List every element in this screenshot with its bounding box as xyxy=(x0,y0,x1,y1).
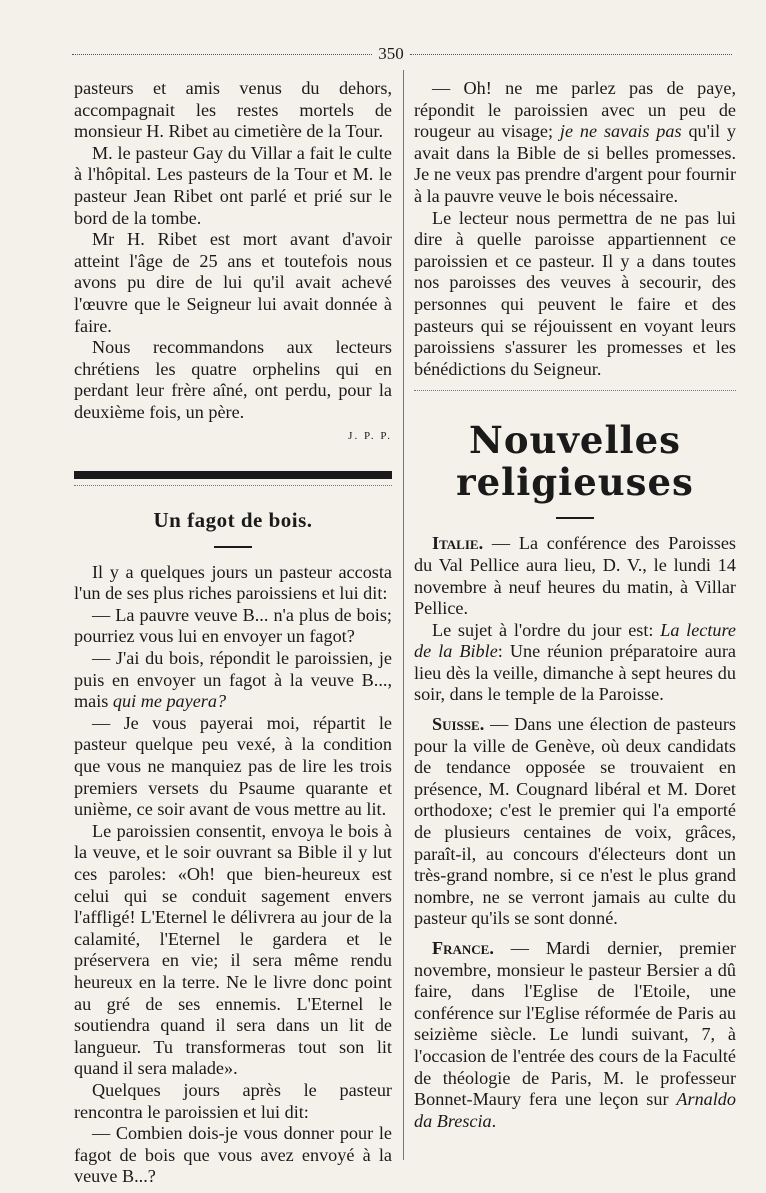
news-item-suisse xyxy=(414,714,736,930)
section-title: Nouvelles religieuses xyxy=(456,418,694,505)
text: — Mardi dernier, premier novembre, monsieur le pasteur Bersier a dû faire, dans l'Eglise de l'Etoile, une conférence sur l'Eglise réformée de Paris au seizième siècle. Le lundi suivant, 7, à l'occasion de l'entrée des cours de la Faculté de théologie de Paris, M. le professeur Bonnet-Maury fera une leçon sur xyxy=(414,938,736,1110)
news-item-italie xyxy=(414,533,736,619)
paragraph: — Je vous payerai moi, répartit le pasteur quelque peu vexé, à la condition que vous ne manquiez pas de lire les trois premiers versets du Psaume quarante et unième, ce soir avant de vous mettre au lit. xyxy=(74,712,392,820)
title-dash xyxy=(214,546,252,548)
section-dotted-rule xyxy=(74,485,392,486)
news-country: France. xyxy=(432,938,494,958)
text: — La conférence des Paroisses du Val Pellice aura lieu, D. V., le lundi 14 novembre à neuf heures du matin, à Villar Pellice. xyxy=(414,533,736,619)
paragraph: Le paroissien consentit, envoya le bois à la veuve, et le soir ouvrant sa Bible il y lut ces paroles: «Oh! que bien-heureux est celui qui se conduit sagement envers l'affligé! L'Eternel le délivrera au jour de la calamité, l'Eternel le gardera et le préservera en vie; il sera même rendu heureux en la terre. Ne le livre donc point au gré de ses ennemis. L'Eternel le soutiendra quand il sera dans un lit de langueur. Tu transformeras tout son lit quand il sera malade». xyxy=(74,820,392,1079)
text: — Oh! ne me parlez pas de paye, répondit le paroissien avec un peu de rougeur au visage; xyxy=(414,78,736,142)
signature: J. P. P. xyxy=(348,429,392,442)
section-rule xyxy=(74,471,392,479)
news-country: Italie. xyxy=(432,533,484,554)
paragraph xyxy=(74,648,392,713)
column-divider xyxy=(403,70,404,1160)
paragraph xyxy=(414,620,736,706)
page-number: 350 xyxy=(378,44,404,63)
paragraph: Quelques jours après le pasteur rencontra le paroissien et lui dit: xyxy=(74,1079,392,1122)
text: — Dans une élection de pasteurs pour la ville de Genève, où deux candidats de tendance opposée se trouvaient en présence, M. Cougnard libéral et M. Doret orthodoxe; c'est le premier qui l'a emporté de plusieurs centaines de voix, grâces, paraît-il, au concours d'électeurs dont un très-grand nombre, si ce n'est le plus grand nombre, ne se verront jamais au culte du pasteur qu'ils se sont donné. xyxy=(414,714,736,929)
paragraph: Le lecteur nous permettra de ne pas lui dire à quelle paroisse appartiennent ce paroissien et ce pasteur. Il y a dans toutes nos paroisses des veuves à secourir, des personnes qui peuvent le faire et des pasteurs qui se réjouissent en voyant leurs paroissiens s'assurer les promesses et les bénédictions du Seigneur. xyxy=(414,207,736,379)
header-rule-right xyxy=(410,54,732,55)
right-column xyxy=(414,78,736,1132)
paragraph: Mr H. Ribet est mort avant d'avoir atteint l'âge de 25 ans et toutefois nous avons pu dire de lui qu'il avait achevé l'œuvre que le Seigneur lui avait donnée à faire. xyxy=(74,229,392,336)
paragraph: Il y a quelques jours un pasteur accosta l'un de ses plus riches paroissiens et lui dit: xyxy=(74,561,392,604)
text: qu'il y avait dans la Bible de si belles promesses. Je ne veux pas prendre d'argent pour fournir à la pauvre veuve le bois nécessaire. xyxy=(414,121,736,206)
italic-text: La lecture de la Bible xyxy=(414,619,736,662)
paragraph: M. le pasteur Gay du Villar a fait le culte à l'hôpital. Les pasteurs de la Tour et M. le pasteur Jean Ribet ont parlé et prié sur le bord de la tombe. xyxy=(74,142,392,228)
left-column xyxy=(74,78,392,1188)
news-country: Suisse. xyxy=(432,714,485,735)
paragraph: pasteurs et amis venus du dehors, accompagnait les restes mortels de monsieur H. Ribet au cimetière de la Tour. xyxy=(74,78,392,142)
paragraph xyxy=(414,78,736,208)
header-rule-left xyxy=(72,54,372,55)
text: — J'ai du bois, répondit le paroissien, je puis en envoyer un fagot à la veuve B..., mais xyxy=(74,648,392,712)
paragraph: Nous recommandons aux lecteurs chrétiens les quatre orphelins qui en perdant leur frère aîné, ont perdu, pour la deuxième fois, un père. xyxy=(74,337,392,422)
page-header xyxy=(72,44,732,64)
paragraph: — Combien dois-je vous donner pour le fagot de bois que vous avez envoyé à la veuve B...? xyxy=(74,1123,392,1187)
text: : Une réunion préparatoire aura lieu dès la veille, dimanche à sept heures du soir, dans le temple de la Paroisse. xyxy=(414,641,736,705)
italic-text: je ne savais pas xyxy=(559,121,682,142)
section-title: Un fagot de bois. xyxy=(153,508,313,533)
italic-text: qui me payera? xyxy=(112,691,227,712)
text: . xyxy=(491,1110,497,1131)
title-dash xyxy=(556,517,594,519)
paragraph: — La pauvre veuve B... n'a plus de bois; pourriez vous lui en envoyer un fagot? xyxy=(74,604,392,647)
section-dotted-rule xyxy=(414,390,736,391)
italic-text: Arnaldo da Brescia xyxy=(414,1089,736,1131)
text: Le sujet à l'ordre du jour est: xyxy=(432,619,661,640)
news-item-france xyxy=(414,938,736,1132)
